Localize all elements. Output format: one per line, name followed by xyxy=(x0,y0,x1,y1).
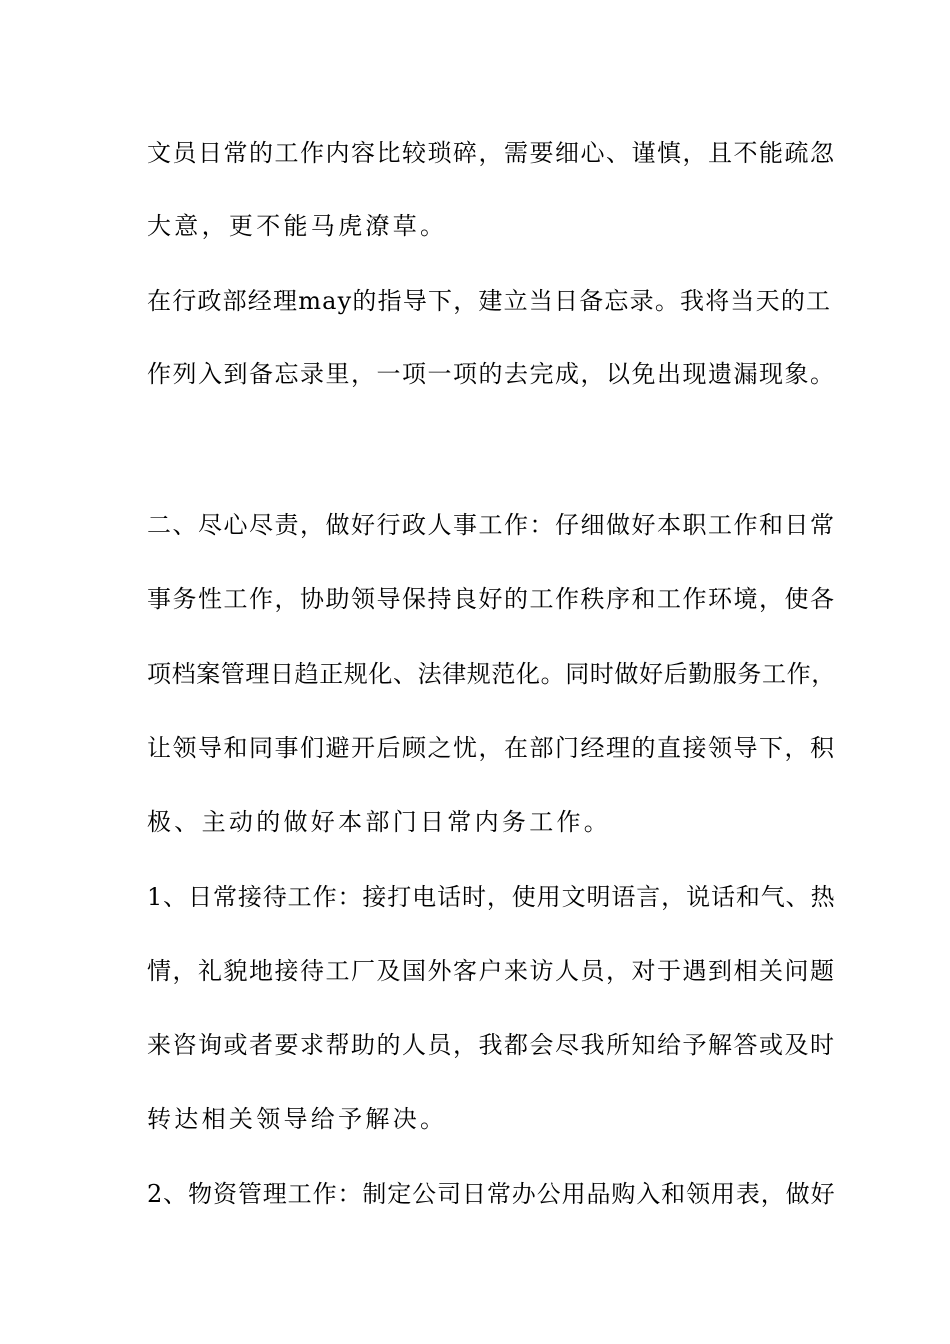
text-line: 2、物资管理工作：制定公司日常办公用品购入和领用表，做好 xyxy=(147,1180,836,1208)
text-line: 情，礼貌地接待工厂及国外客户来访人员，对于遇到相关问题 xyxy=(147,957,836,985)
text-line: 极、主动的做好本部门日常内务工作。 xyxy=(147,808,612,836)
text-line: 二、尽心尽责，做好行政人事工作：仔细做好本职工作和日常 xyxy=(147,511,836,539)
text-line: 文员日常的工作内容比较琐碎，需要细心、谨慎，且不能疏忽 xyxy=(147,139,836,167)
text-line: 1、日常接待工作：接打电话时，使用文明语言，说话和气、热 xyxy=(147,883,836,911)
text-line: 大意，更不能马虎潦草。 xyxy=(147,212,448,240)
text-line: 让领导和同事们避开后顾之忧，在部门经理的直接领导下，积 xyxy=(147,734,836,762)
text-line: 事务性工作，协助领导保持良好的工作秩序和工作环境，使各 xyxy=(147,585,836,613)
text-line: 项档案管理日趋正规化、法律规范化。同时做好后勤服务工作， xyxy=(147,660,836,688)
text-line: 作列入到备忘录里，一项一项的去完成，以免出现遗漏现象。 xyxy=(147,360,836,388)
text-line: 来咨询或者要求帮助的人员，我都会尽我所知给予解答或及时 xyxy=(147,1031,836,1059)
text-line: 在行政部经理may的指导下，建立当日备忘录。我将当天的工 xyxy=(147,287,832,315)
text-line: 转达相关领导给予解决。 xyxy=(147,1105,448,1133)
